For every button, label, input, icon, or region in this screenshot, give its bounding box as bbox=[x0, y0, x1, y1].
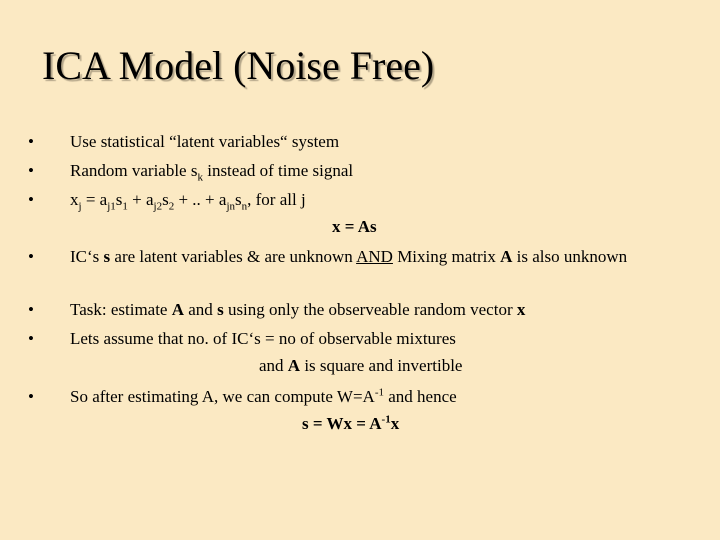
bullet-marker: • bbox=[28, 190, 34, 209]
bullet-marker: • bbox=[28, 132, 34, 151]
slide-title: ICA Model (Noise Free) bbox=[42, 43, 435, 88]
bullet-task bbox=[28, 298, 668, 322]
bullet-latent-unknown bbox=[28, 245, 668, 269]
bullet-text: Task: estimate A and s using only the observeable random vector x bbox=[70, 300, 526, 319]
bullet-marker: • bbox=[28, 247, 34, 266]
bullet-text: Random variable $s_k$ instead of time signal bbox=[70, 161, 354, 184]
assumption-continuation: and A is square and invertible bbox=[259, 356, 463, 375]
equation-s-equals-wx: $s = Wx = A^{-1}x$ bbox=[302, 413, 400, 433]
bullet-marker: • bbox=[28, 161, 34, 180]
bullet-assumption bbox=[28, 327, 668, 351]
bullet-text: $x_j = a_{j1}s_1 + a_{j2}s_2$ + .. + $a_{jn}s_n$, for all j bbox=[70, 190, 306, 213]
bullet-marker: • bbox=[28, 329, 34, 348]
equation-x-equals-as: x = As bbox=[332, 217, 377, 236]
bullet-random-variable bbox=[28, 159, 668, 183]
bullet-text: Lets assume that no. of IC‘s = no of observable mixtures bbox=[70, 329, 456, 348]
bullet-text: Use statistical “latent variables“ system bbox=[70, 132, 340, 151]
bullet-marker: • bbox=[28, 300, 34, 319]
bullet-text: So after estimating A, we can compute $W=A^{-1}$ and hence bbox=[70, 386, 457, 406]
bullet-latent-variables bbox=[28, 130, 668, 154]
bullet-text: IC‘s s are latent variables & are unknown AND Mixing matrix A is also unknown bbox=[70, 247, 628, 266]
bullet-estimate-w bbox=[28, 385, 668, 409]
bullet-mixing-equation bbox=[28, 188, 668, 212]
bullet-marker: • bbox=[28, 387, 34, 406]
